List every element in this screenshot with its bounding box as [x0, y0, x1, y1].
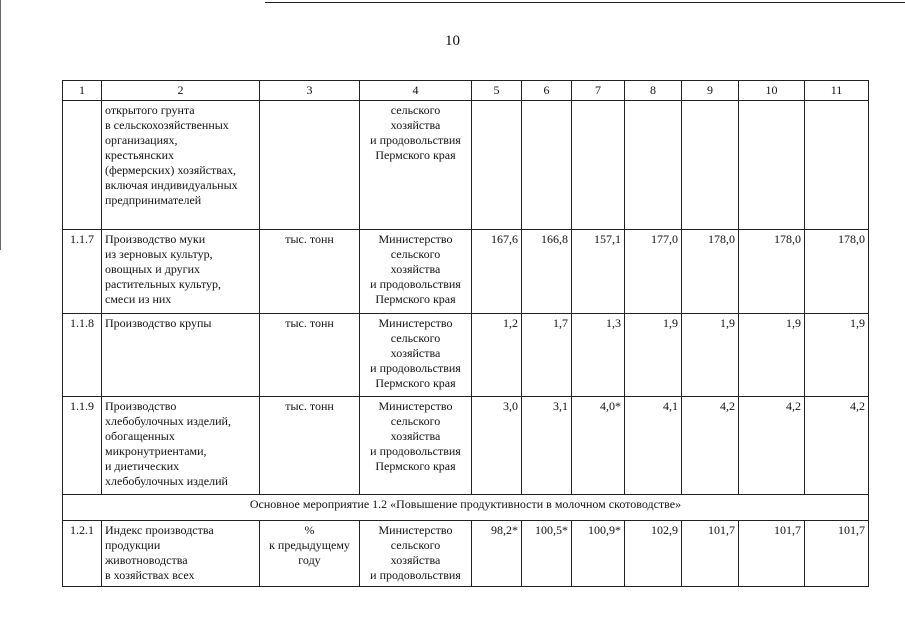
- responsible-org-line: хозяйства: [390, 262, 441, 276]
- value-cell: 4,2: [682, 397, 739, 495]
- value-cell: 101,7: [682, 521, 739, 587]
- unit-line: году: [298, 553, 321, 567]
- responsible-org-cell: [360, 521, 472, 587]
- value-cell: 100,9*: [572, 521, 625, 587]
- value-cell: [739, 101, 805, 230]
- column-number-cell: 3: [260, 81, 360, 101]
- indicator-name-line: Производство: [105, 399, 177, 413]
- responsible-org-line: хозяйства: [390, 118, 441, 132]
- responsible-org-line: Пермского края: [375, 376, 456, 390]
- value-cell: [805, 101, 869, 230]
- column-number-cell: 11: [805, 81, 869, 101]
- indicator-name-line: Производство крупы: [105, 316, 212, 330]
- table-row: [63, 230, 869, 314]
- value-cell: 100,5*: [522, 521, 572, 587]
- column-number-cell: 10: [739, 81, 805, 101]
- value-cell: 102,9: [625, 521, 682, 587]
- value-cell: 178,0: [739, 230, 805, 314]
- responsible-org-cell: [360, 230, 472, 314]
- indicator-name-line: и диетических: [105, 459, 180, 473]
- item-number-cell: 1.2.1: [63, 521, 102, 587]
- indicator-name-line: животноводства: [105, 553, 188, 567]
- value-cell: 1,9: [805, 314, 869, 397]
- indicator-name-line: (фермерских) хозяйствах,: [105, 163, 237, 177]
- responsible-org-line: и продовольствия: [370, 361, 461, 375]
- column-number-cell: 7: [572, 81, 625, 101]
- indicator-name-cell: [102, 230, 260, 314]
- responsible-org-cell: [360, 314, 472, 397]
- value-cell: [572, 101, 625, 230]
- value-cell: 1,3: [572, 314, 625, 397]
- top-border-line: [265, 2, 905, 3]
- value-cell: 98,2*: [472, 521, 522, 587]
- indicator-name-line: в сельскохозяйственных: [105, 118, 229, 132]
- value-cell: [522, 101, 572, 230]
- value-cell: 101,7: [805, 521, 869, 587]
- value-cell: 166,8: [522, 230, 572, 314]
- item-number-cell: [63, 101, 102, 230]
- value-cell: 1,9: [739, 314, 805, 397]
- column-number-cell: 8: [625, 81, 682, 101]
- responsible-org-line: и продовольствия: [370, 568, 461, 582]
- responsible-org-line: сельского: [390, 103, 441, 117]
- table-body: [63, 81, 869, 587]
- unit-line: тыс. тонн: [285, 399, 334, 413]
- responsible-org-line: и продовольствия: [370, 444, 461, 458]
- value-cell: 1,7: [522, 314, 572, 397]
- responsible-org-line: хозяйства: [390, 553, 441, 567]
- value-cell: 1,9: [682, 314, 739, 397]
- unit-line: тыс. тонн: [285, 232, 334, 246]
- indicator-name-line: овощных и других: [105, 262, 201, 276]
- value-cell: 101,7: [739, 521, 805, 587]
- column-number-cell: 6: [522, 81, 572, 101]
- item-number-cell: 1.1.8: [63, 314, 102, 397]
- value-cell: 3,0: [472, 397, 522, 495]
- indicator-name-line: растительных культур,: [105, 277, 222, 291]
- indicator-name-line: Производство муки: [105, 232, 206, 246]
- section-row: [63, 495, 869, 521]
- value-cell: [682, 101, 739, 230]
- indicator-name-line: обогащенных: [105, 429, 175, 443]
- responsible-org-line: Пермского края: [375, 292, 456, 306]
- value-cell: 4,2: [805, 397, 869, 495]
- indicator-name-line: крестьянских: [105, 148, 175, 162]
- value-cell: 178,0: [682, 230, 739, 314]
- value-cell: 1,9: [625, 314, 682, 397]
- value-cell: [625, 101, 682, 230]
- responsible-org-cell: [360, 397, 472, 495]
- item-number-cell: 1.1.9: [63, 397, 102, 495]
- indicator-name-line: открытого грунта: [105, 103, 195, 117]
- unit-cell: [260, 397, 360, 495]
- table-row: [63, 521, 869, 587]
- table-row: [63, 397, 869, 495]
- value-cell: 157,1: [572, 230, 625, 314]
- indicators-table: [62, 80, 869, 587]
- column-number-row: [63, 81, 869, 101]
- column-number-cell: 9: [682, 81, 739, 101]
- unit-line: тыс. тонн: [285, 316, 334, 330]
- indicator-name-cell: [102, 314, 260, 397]
- responsible-org-line: Министерство: [378, 523, 453, 537]
- unit-cell: [260, 521, 360, 587]
- section-title: Основное мероприятие 1.2 «Повышение продуктивности в молочном скотоводстве»: [63, 495, 869, 521]
- indicator-name-line: предпринимателей: [105, 193, 202, 207]
- column-number-cell: 5: [472, 81, 522, 101]
- indicator-name-cell: [102, 397, 260, 495]
- value-cell: 4,0*: [572, 397, 625, 495]
- indicator-name-line: организациях,: [105, 133, 178, 147]
- responsible-org-line: сельского: [390, 538, 441, 552]
- table-row: [63, 314, 869, 397]
- indicator-name-line: Индекс производства: [105, 523, 214, 537]
- indicator-name-line: в хозяйствах всех: [105, 568, 195, 582]
- unit-cell: [260, 101, 360, 230]
- responsible-org-line: Пермского края: [375, 459, 456, 473]
- item-number-cell: 1.1.7: [63, 230, 102, 314]
- responsible-org-line: Министерство: [378, 232, 453, 246]
- responsible-org-line: Министерство: [378, 399, 453, 413]
- value-cell: [472, 101, 522, 230]
- responsible-org-line: и продовольствия: [370, 133, 461, 147]
- value-cell: 1,2: [472, 314, 522, 397]
- page-number: 10: [445, 33, 460, 49]
- value-cell: 4,2: [739, 397, 805, 495]
- responsible-org-cell: [360, 101, 472, 230]
- value-cell: 3,1: [522, 397, 572, 495]
- responsible-org-line: хозяйства: [390, 346, 441, 360]
- indicator-name-line: хлебобулочных изделий,: [105, 414, 231, 428]
- column-number-cell: 4: [360, 81, 472, 101]
- value-cell: 4,1: [625, 397, 682, 495]
- indicator-name-line: из зерновых культур,: [105, 247, 213, 261]
- unit-cell: [260, 230, 360, 314]
- column-number-cell: 2: [102, 81, 260, 101]
- responsible-org-line: и продовольствия: [370, 277, 461, 291]
- indicator-name-line: смеси из них: [105, 292, 172, 306]
- responsible-org-line: хозяйства: [390, 429, 441, 443]
- responsible-org-line: Пермского края: [375, 148, 456, 162]
- responsible-org-line: сельского: [390, 331, 441, 345]
- indicator-name-line: микронутриентами,: [105, 444, 207, 458]
- responsible-org-line: сельского: [390, 247, 441, 261]
- unit-line: %: [304, 523, 315, 537]
- column-number-cell: 1: [63, 81, 102, 101]
- indicator-name-cell: [102, 521, 260, 587]
- indicator-name-line: включая индивидуальных: [105, 178, 238, 192]
- value-cell: 177,0: [625, 230, 682, 314]
- unit-line: к предыдущему: [269, 538, 350, 552]
- value-cell: 167,6: [472, 230, 522, 314]
- indicator-name-line: хлебобулочных изделий: [105, 474, 228, 488]
- indicator-name-line: продукции: [105, 538, 161, 552]
- responsible-org-line: сельского: [390, 414, 441, 428]
- unit-cell: [260, 314, 360, 397]
- table-row: [63, 101, 869, 230]
- indicator-name-cell: [102, 101, 260, 230]
- responsible-org-line: Министерство: [378, 316, 453, 330]
- value-cell: 178,0: [805, 230, 869, 314]
